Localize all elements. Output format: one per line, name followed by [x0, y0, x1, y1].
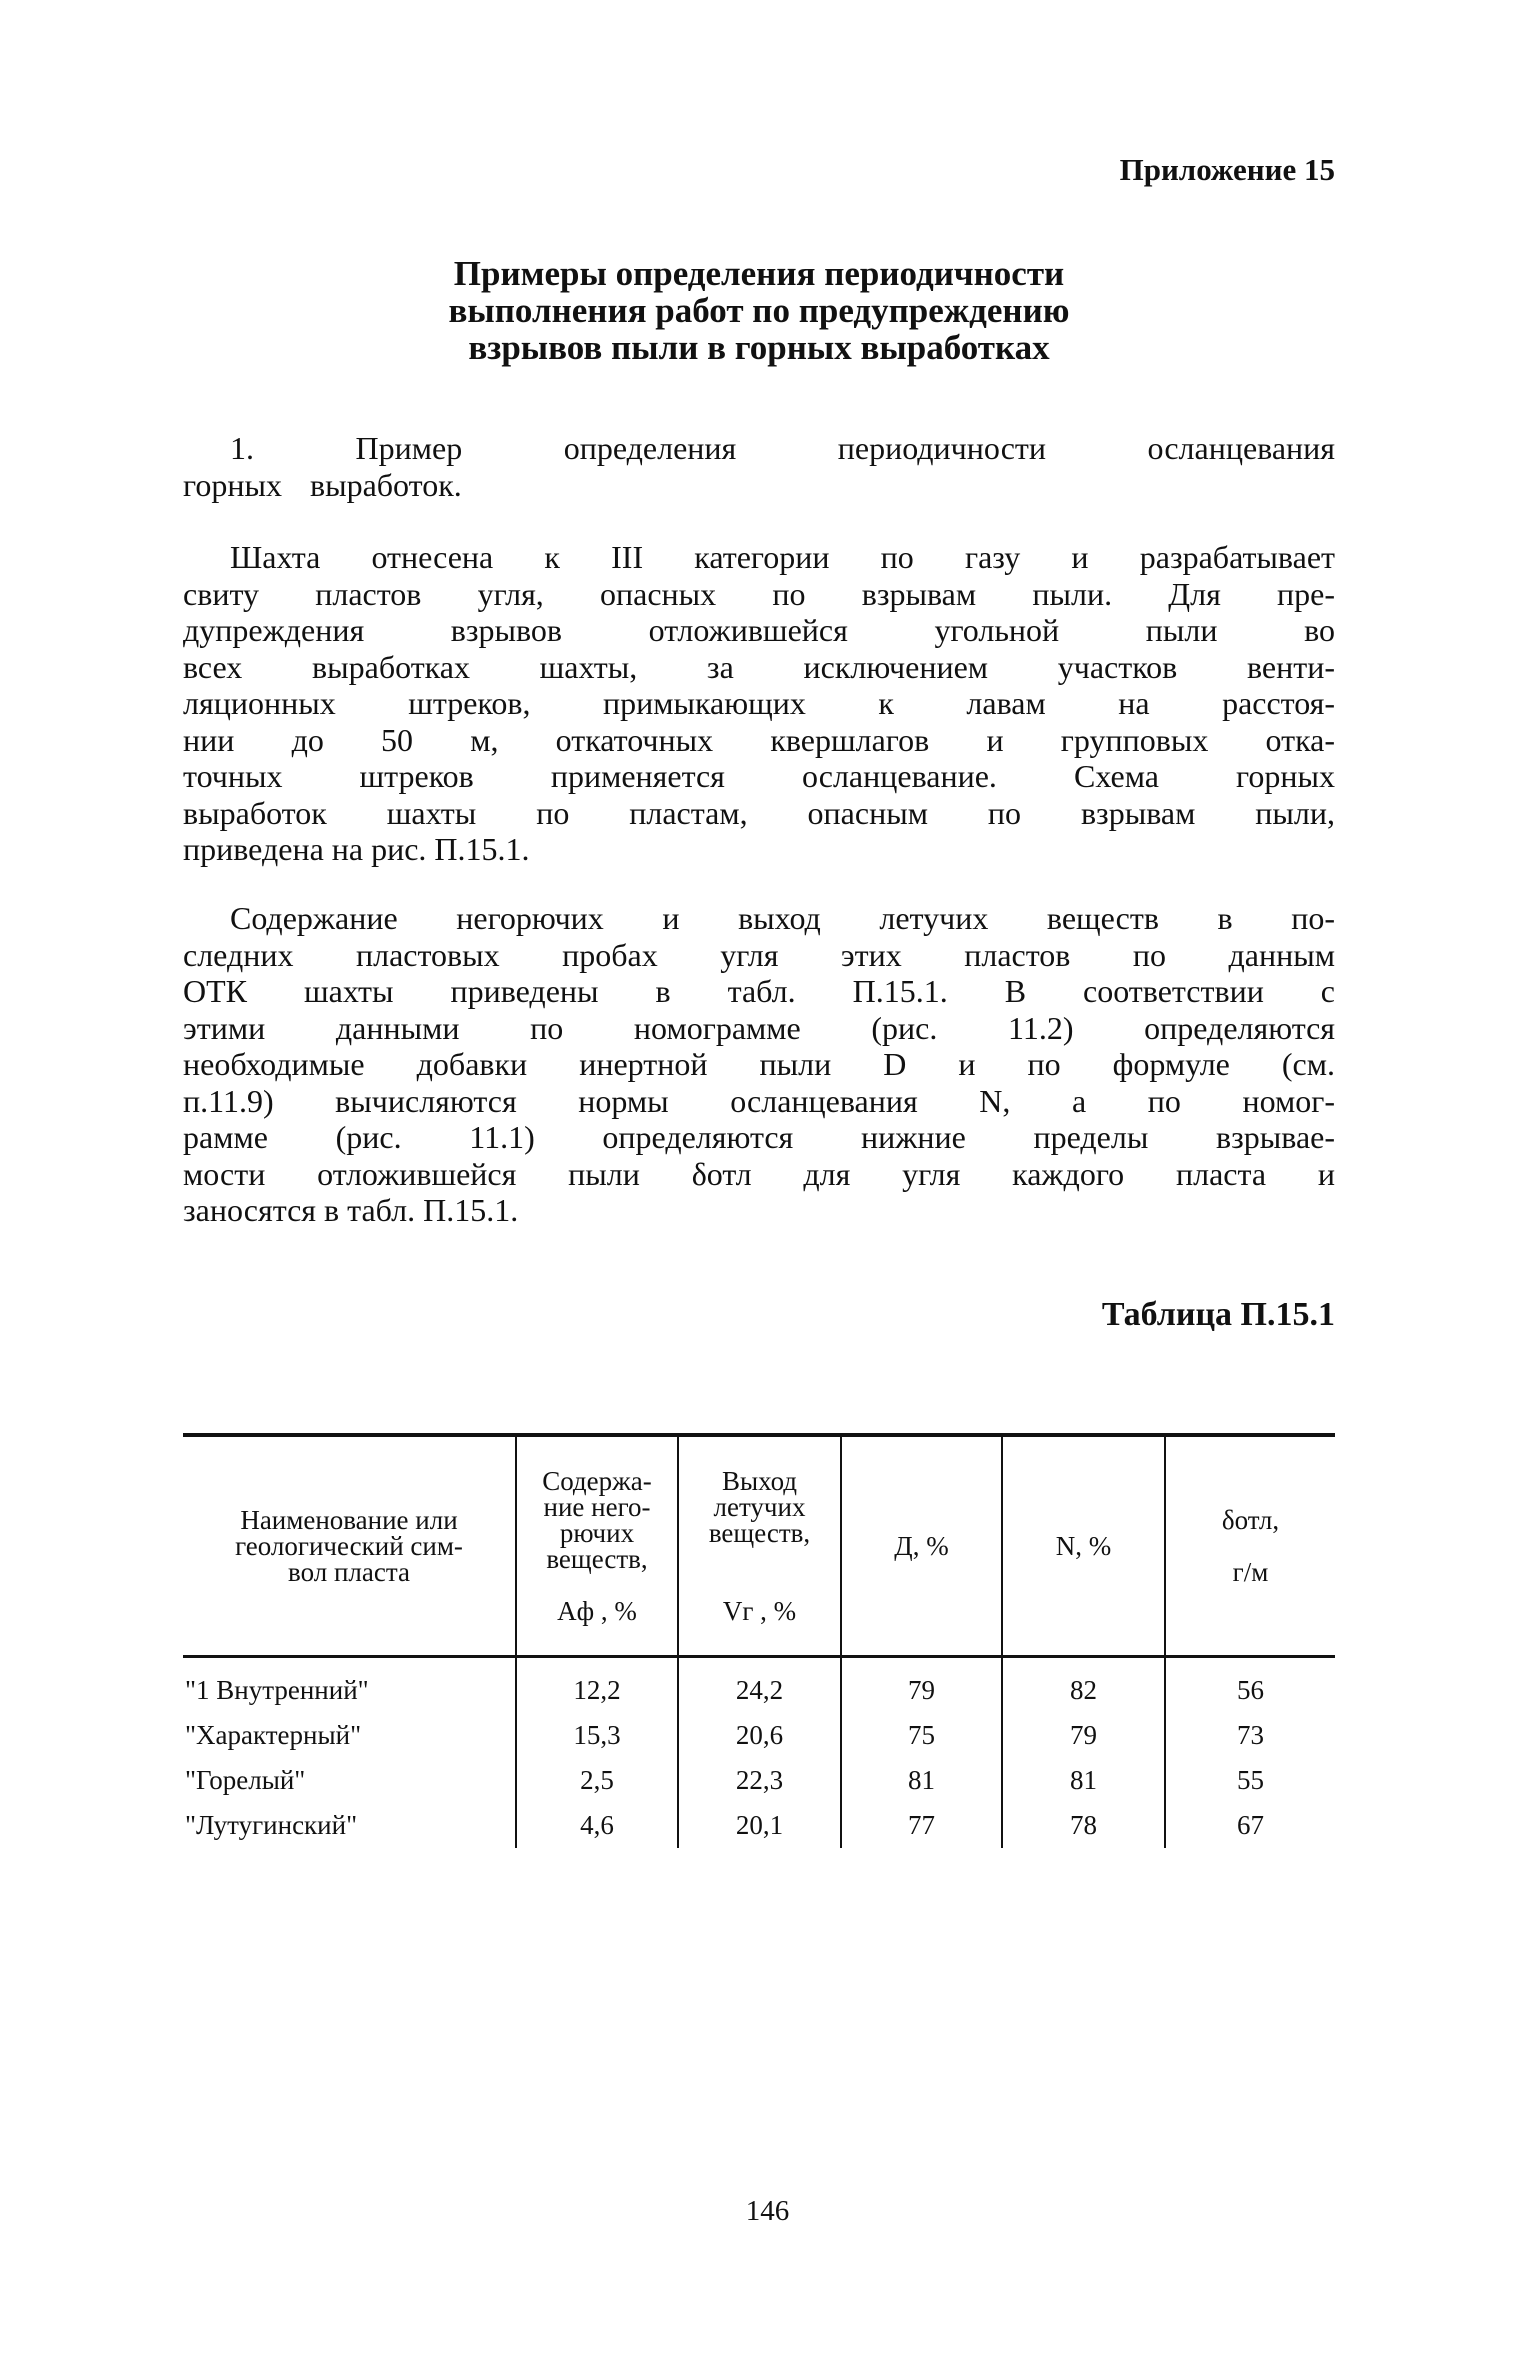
table-cell: 4,6 [516, 1803, 678, 1848]
text-line: Содержание негорючих и выход летучих веществ в по- [230, 900, 1335, 936]
text-line: всех выработках шахты, за исключением участков венти- [183, 648, 1335, 685]
column-header: δотл, г/м [1165, 1435, 1335, 1657]
table-cell: 15,3 [516, 1713, 678, 1758]
text-line: нии до 50 м, откаточных квершлагов и групповых отка- [183, 721, 1335, 758]
table-cell: 55 [1165, 1758, 1335, 1803]
text-line: свиту пластов угля, опасных по взрывам пыли. Для пре- [183, 575, 1335, 612]
table-cell: 20,6 [678, 1713, 841, 1758]
table-cell: 78 [1002, 1803, 1165, 1848]
table-cell: 12,2 [516, 1657, 678, 1714]
table-cell: 79 [1002, 1713, 1165, 1758]
appendix-label: Приложение 15 [1119, 152, 1335, 187]
title-line: выполнения работ по предупреждению [448, 291, 1070, 330]
text-line: приведена на рис. П.15.1. [183, 831, 530, 867]
paragraph-2 [183, 539, 1335, 868]
column-header: N, % [1002, 1435, 1165, 1657]
table-cell: 79 [841, 1657, 1002, 1714]
table-caption: Таблица П.15.1 [1101, 1296, 1335, 1333]
text-line: п.11.9) вычисляются нормы осланцевания N, а по номог- [183, 1082, 1335, 1119]
text-line: рамме (рис. 11.1) определяются нижние пределы взрывае- [183, 1119, 1335, 1155]
text-line: мости отложившейся пыли δотл для угля каждого пласта и [183, 1155, 1335, 1192]
text-line: горных выработок. [183, 466, 462, 503]
table-cell: 81 [841, 1758, 1002, 1803]
column-header: Содержа- ние него- рючих веществ, Aф , % [516, 1435, 678, 1657]
text-line: дупреждения взрывов отложившейся угольной пыли во [183, 612, 1335, 648]
data-table [183, 1433, 1335, 1848]
table-cell: 56 [1165, 1657, 1335, 1714]
column-header: Выход летучих веществ, Vг , % [678, 1435, 841, 1657]
column-header: Д, % [841, 1435, 1002, 1657]
table-cell: 67 [1165, 1803, 1335, 1848]
column-header: Наименование или геологический сим- вол пласта [183, 1435, 516, 1657]
title-line: взрывов пыли в горных выработках [468, 328, 1050, 367]
table-cell: 77 [841, 1803, 1002, 1848]
page-title [183, 255, 1335, 366]
title-line: Примеры определения периодичности [453, 254, 1065, 293]
text-line: следних пластовых пробах угля этих пластов по данным [183, 936, 1335, 973]
table-header-row [183, 1435, 1335, 1657]
page-number: 146 [745, 2195, 790, 2227]
text-line: ОТК шахты приведены в табл. П.15.1. В соответствии с [183, 973, 1335, 1009]
text-line: заносятся в табл. П.15.1. [183, 1192, 519, 1228]
table-cell: 75 [841, 1713, 1002, 1758]
text-line: этими данными по номограмме (рис. 11.2) определяются [183, 1009, 1335, 1046]
table-row [183, 1713, 1335, 1758]
table-cell: "Лутугинский" [185, 1810, 358, 1840]
paragraph-3 [183, 900, 1335, 1229]
table-cell: 22,3 [678, 1758, 841, 1803]
text-line: точных штреков применяется осланцевание. Схема горных [183, 758, 1335, 794]
table-cell: 82 [1002, 1657, 1165, 1714]
text-line: Шахта отнесена к III категории по газу и разрабатывает [230, 539, 1335, 575]
table-cell: 20,1 [678, 1803, 841, 1848]
table-row [183, 1657, 1335, 1714]
table-cell: "Характерный" [185, 1720, 362, 1750]
table-row [183, 1758, 1335, 1803]
text-line: необходимые добавки инертной пыли D и по формуле (см. [183, 1046, 1335, 1082]
table-cell: "1 Внутренний" [185, 1675, 369, 1705]
paragraph-1 [183, 430, 1335, 503]
text-line: ляционных штреков, примыкающих к лавам на расстоя- [183, 685, 1335, 721]
table-cell: "Горелый" [185, 1765, 306, 1795]
table-cell: 2,5 [516, 1758, 678, 1803]
text-line: выработок шахты по пластам, опасным по взрывам пыли, [183, 794, 1335, 831]
table-cell: 24,2 [678, 1657, 841, 1714]
table-cell: 73 [1165, 1713, 1335, 1758]
table-cell: 81 [1002, 1758, 1165, 1803]
text-line: 1. Пример определения периодичности осланцевания [230, 430, 1335, 466]
table-row [183, 1803, 1335, 1848]
